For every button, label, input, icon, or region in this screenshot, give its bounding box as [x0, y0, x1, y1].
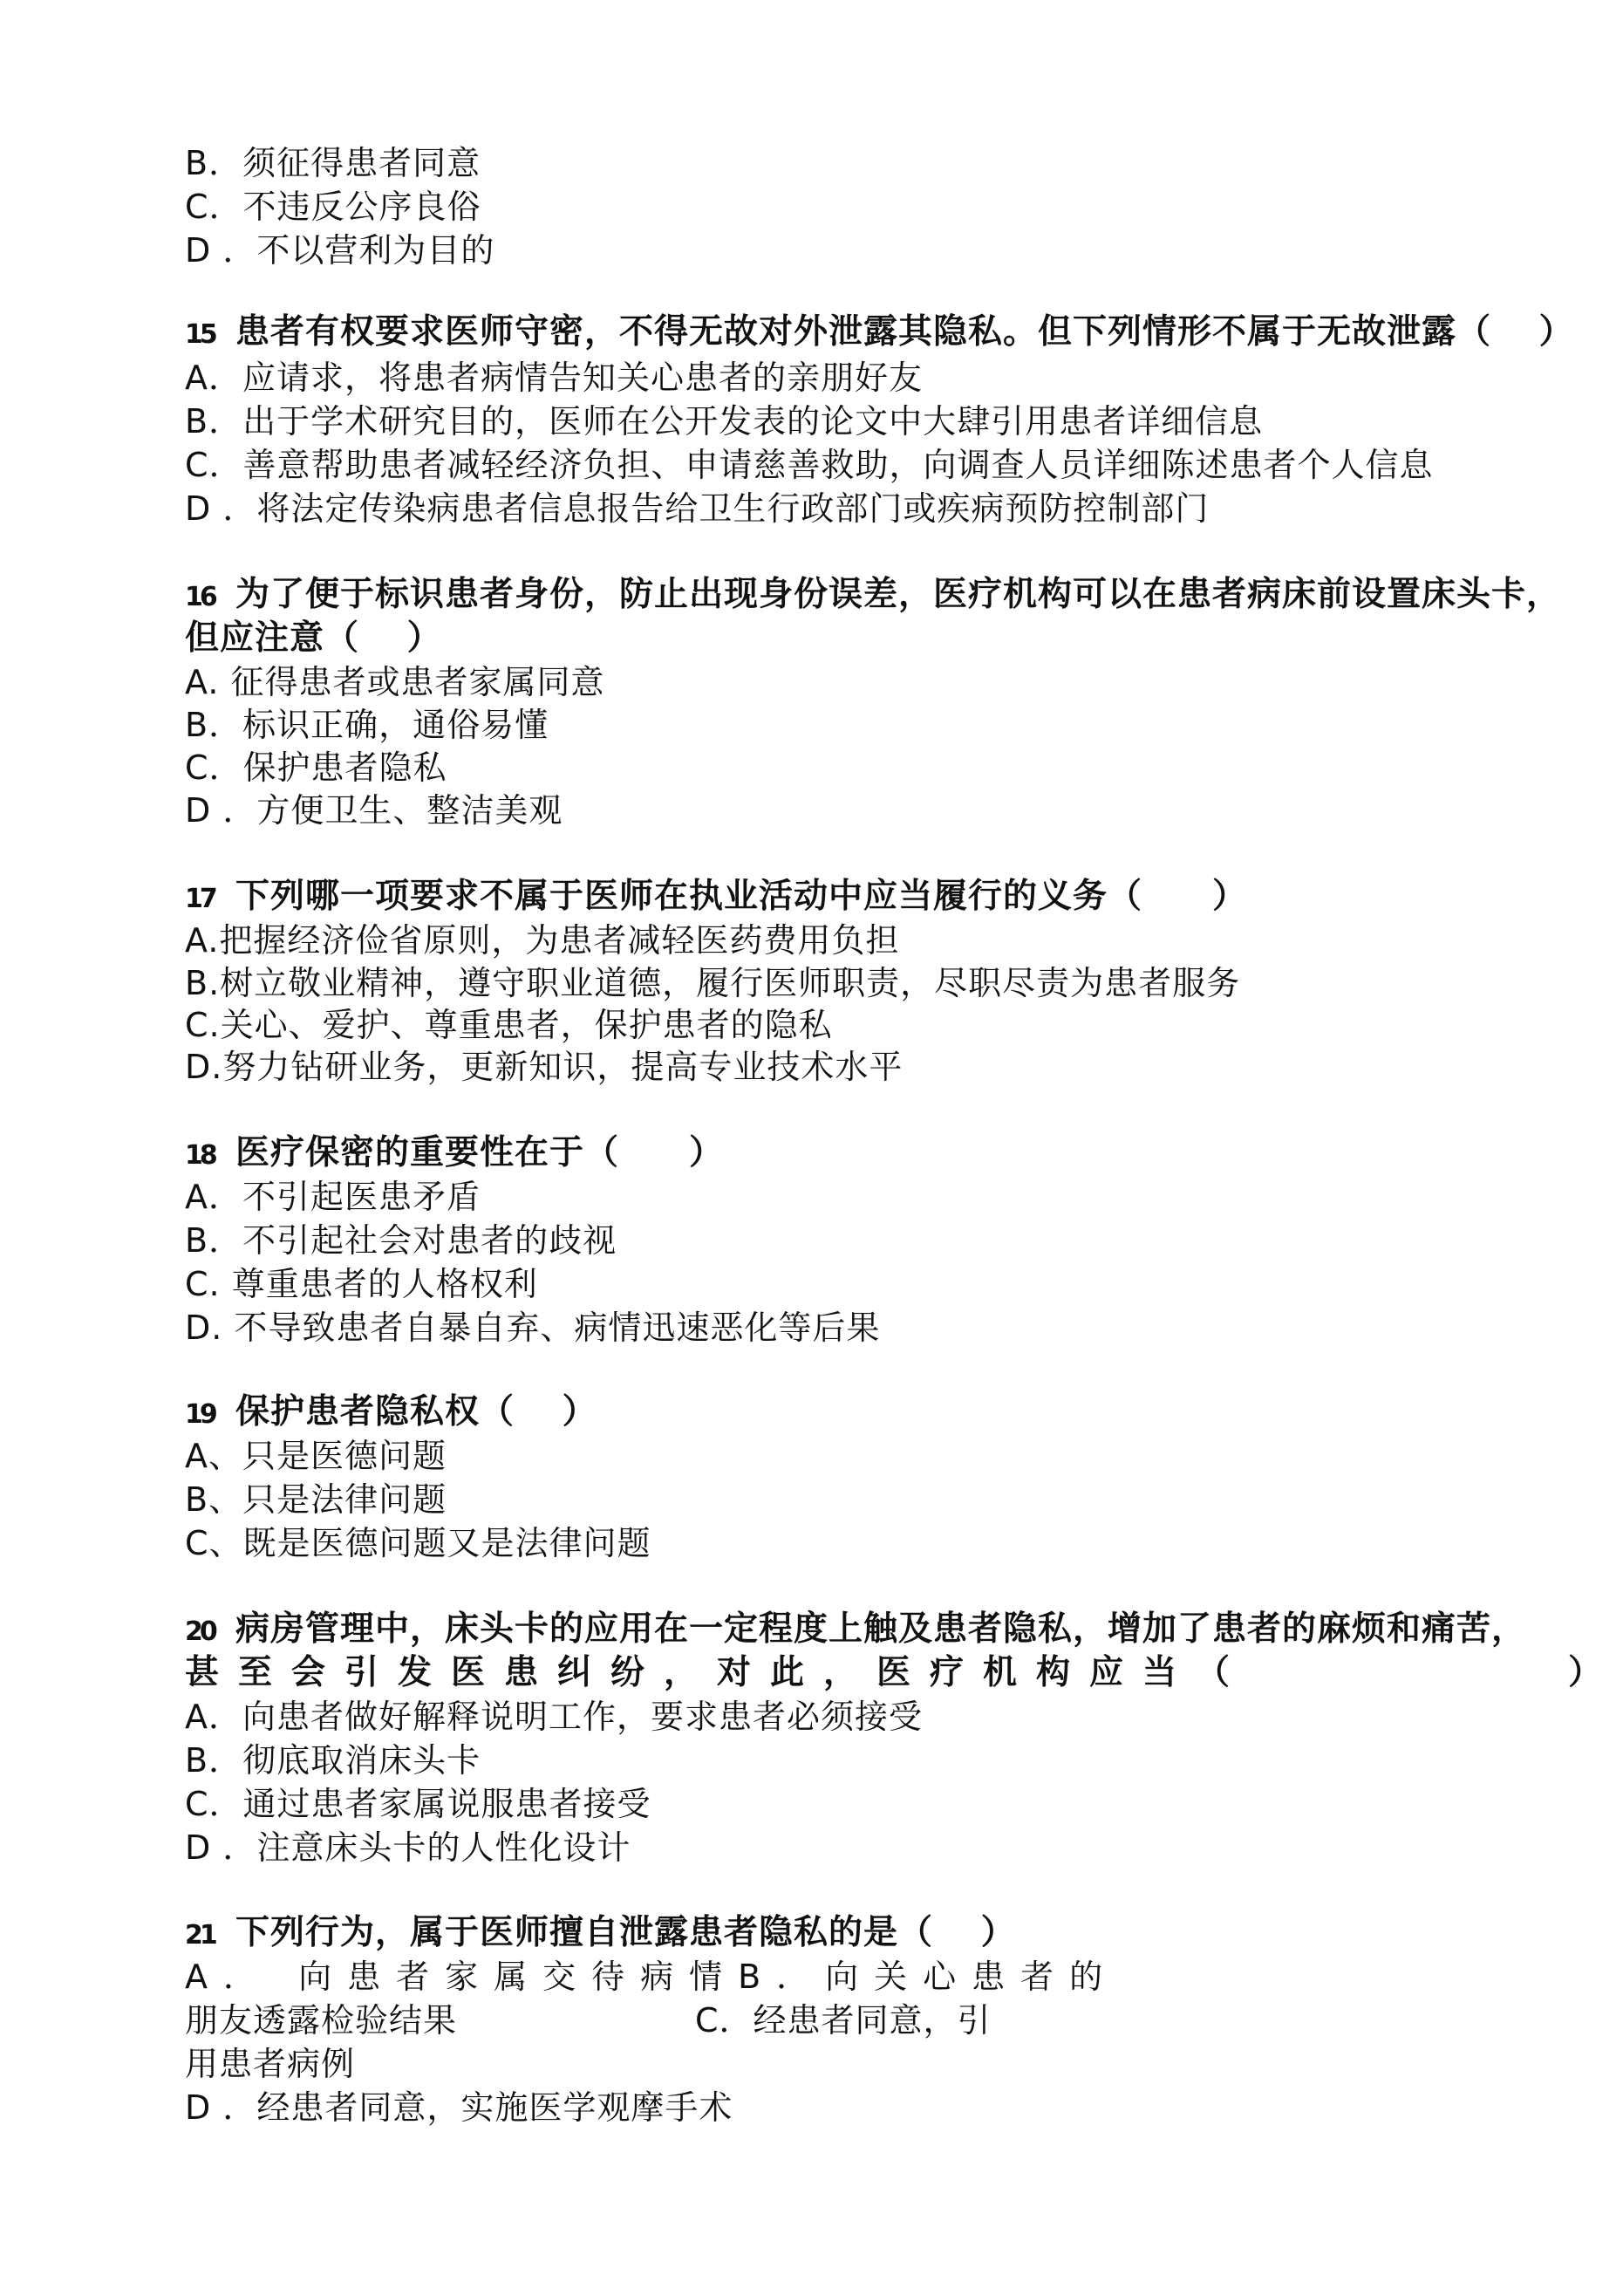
- option-c: C、既是医德问题又是法律问题: [185, 1524, 651, 1562]
- question-number: 15: [185, 319, 215, 350]
- option-d: D ．不以营利为目的: [185, 231, 495, 270]
- option-d: D ．方便卫生、整洁美观: [185, 791, 563, 830]
- option-d: D. 不导致患者自暴自弃、病情迅速恶化等后果: [185, 1309, 881, 1347]
- question-number: 16: [185, 582, 215, 612]
- option-c: C．通过患者家属说服患者接受: [185, 1785, 651, 1823]
- option-b: B．标识正确，通俗易懂: [185, 706, 549, 744]
- option-b: B、只是法律问题: [185, 1480, 447, 1519]
- option-a: A. 征得患者或患者家属同意: [185, 663, 605, 701]
- option-a: A．应请求，将患者病情告知关心患者的亲朋好友: [185, 359, 923, 397]
- question-number: 20: [185, 1616, 215, 1647]
- question-stem: [185, 1131, 724, 1178]
- option-c-continued: 用患者病例: [185, 2045, 356, 2083]
- question-number: 18: [185, 1140, 215, 1171]
- question-stem: [185, 1391, 597, 1437]
- option-d: D ．注意床头卡的人性化设计: [185, 1828, 631, 1867]
- question-stem: [185, 1608, 1526, 1654]
- question-text: 患者有权要求医师守密，不得无故对外泄露其隐私。但下列情形不属于无故泄露（ ）: [235, 312, 1574, 352]
- question-text: 下列行为，属于医师擅自泄露患者隐私的是（ ）: [235, 1913, 1016, 1952]
- question-number: 17: [185, 884, 215, 914]
- question-stem: [185, 1911, 1016, 1958]
- question-text: 为了便于标识患者身份，防止出现身份误差，医疗机构可以在患者病床前设置床头卡，: [235, 575, 1562, 614]
- question-text: 下列哪一项要求不属于医师在执业活动中应当履行的义务（ ）: [235, 877, 1248, 916]
- option-b: B．不引起社会对患者的歧视: [185, 1221, 617, 1260]
- question-stem: [185, 875, 1247, 921]
- option-b: B．彻底取消床头卡: [185, 1741, 481, 1780]
- option-b: B．须征得患者同意: [185, 144, 481, 182]
- option-a: A．不引起医患矛盾: [185, 1178, 481, 1216]
- question-stem: [185, 311, 1574, 357]
- question-text: 医疗保密的重要性在于（ ）: [235, 1133, 725, 1172]
- option-a: A、只是医德问题: [185, 1437, 447, 1475]
- option-c: C.关心、爱护、尊重患者，保护患者的隐私: [185, 1006, 833, 1044]
- option-c: C．保护患者隐私: [185, 748, 447, 787]
- question-number: 21: [185, 1920, 215, 1951]
- option-b: B.树立敬业精神，遵守职业道德，履行医师职责，尽职尽责为患者服务: [185, 964, 1241, 1002]
- question-stem: [185, 573, 1561, 619]
- option-a: A.把握经济俭省原则，为患者减轻医药费用负担: [185, 921, 900, 960]
- option-c: C．善意帮助患者减轻经济负担、申请慈善救助，向调查人员详细陈述患者个人信息: [185, 446, 1434, 484]
- option-d: D.努力钻研业务，更新知识，提高专业技术水平: [185, 1048, 904, 1086]
- question-text: 保护患者隐私权（ ）: [235, 1392, 597, 1432]
- option-b: B．出于学术研究目的，医师在公开发表的论文中大肆引用患者详细信息: [185, 402, 1264, 441]
- option-b-c: 朋友透露检验结果 C．经患者同意，引: [185, 2001, 992, 2040]
- question-text: 病房管理中，床头卡的应用在一定程度上触及患者隐私，增加了患者的麻烦和痛苦，: [235, 1609, 1527, 1649]
- option-c: C．不违反公序良俗: [185, 188, 481, 226]
- question-number: 19: [185, 1399, 215, 1430]
- option-c: C. 尊重患者的人格权利: [185, 1265, 538, 1303]
- question-text-continued: 但应注意（ ）: [185, 618, 442, 658]
- option-a: A．向患者做好解释说明工作，要求患者必须接受: [185, 1698, 923, 1736]
- option-a-b: A． 向患者家属交待病情B．向关心患者的: [185, 1958, 1119, 1996]
- question-text-continued: 甚至会引发医患纠纷，对此，医疗机构应当（ ）: [185, 1653, 1622, 1692]
- option-d: D ．将法定传染病患者信息报告给卫生行政部门或疾病预防控制部门: [185, 489, 1210, 528]
- option-d: D ．经患者同意，实施医学观摩手术: [185, 2088, 733, 2127]
